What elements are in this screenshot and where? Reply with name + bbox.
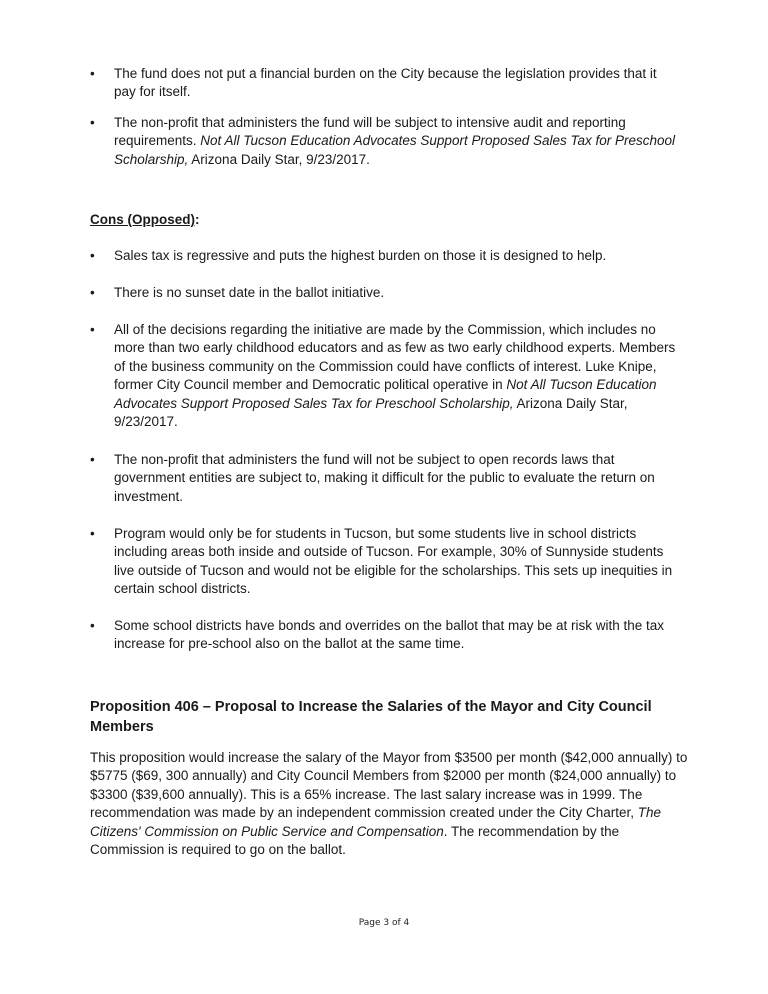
proposition-body-start: This proposition would increase the salary of the Mayor from $3500 per month ($42,000 annually) to $5775 ($69, 300 annually) and City Council Members from $2000 per month ($24,000 annually) to $3300 ($39,600 annually). This is a 65% increase. The last salary increase was in 1999. The recommendation was made by an independent commission created under the City Charter, bbox=[90, 750, 688, 821]
bullet-icon: • bbox=[90, 526, 95, 541]
cons-item-text: Program would only be for students in Tucson, but some students live in school districts including areas both inside and outside of Tucson. For example, 30% of Sunnyside students live outside of Tucson and would not be eligible for the scholarships. This sets up inequities in certain school districts. bbox=[114, 526, 673, 597]
cons-heading bbox=[90, 211, 200, 229]
proposition-heading: Proposition 406 – Proposal to Increase the Salaries of the Mayor and City Council Members bbox=[90, 699, 652, 735]
bullet-icon: • bbox=[90, 322, 95, 337]
bullet-icon: • bbox=[90, 248, 95, 263]
bullet-icon: • bbox=[90, 115, 95, 130]
cons-item-text: Sales tax is regressive and puts the highest burden on those it is designed to help. bbox=[114, 248, 607, 263]
cons-item-text: Some school districts have bonds and overrides on the ballot that may be at risk with the tax increase for pre-school also on the ballot at the same time. bbox=[114, 618, 665, 652]
cons-item-text bbox=[114, 321, 682, 431]
cons-heading-suffix: : bbox=[195, 212, 200, 227]
pros-item-text: The fund does not put a financial burden on the City because the legislation provides that it pay for itself. bbox=[114, 66, 657, 100]
cons-item-body: All of the decisions regarding the initiative are made by the Commission, which includes no more than two early childhood educators and as few as two early childhood experts. Members of the business community on the Commission could have conflicts of interest. Luke Knipe, former City Council member and Democratic political operative in bbox=[114, 322, 676, 393]
commission-name: The Citizens' Commission on Public Service and Compensation bbox=[90, 805, 662, 839]
bullet-icon: • bbox=[90, 285, 95, 300]
pros-item-body: The non-profit that administers the fund will be subject to intensive audit and reporting requirements. bbox=[114, 115, 626, 149]
bullet-icon: • bbox=[90, 618, 95, 633]
cons-item-text: The non-profit that administers the fund will not be subject to open records laws that government entities are subject to, making it difficult for the public to evaluate the return on investment. bbox=[114, 452, 655, 504]
citation-title: Not All Tucson Education Advocates Support Proposed Sales Tax for Preschool Scholarship, bbox=[114, 377, 657, 411]
bullet-icon: • bbox=[90, 452, 95, 467]
page-number: Page 3 of 4 bbox=[358, 918, 410, 928]
pros-item-text bbox=[114, 114, 682, 169]
citation-source: Arizona Daily Star, 9/23/2017. bbox=[188, 151, 370, 167]
citation-source: Arizona Daily Star, 9/23/2017. bbox=[114, 395, 628, 430]
citation-title: Not All Tucson Education Advocates Support Proposed Sales Tax for Preschool Scholarship, bbox=[114, 133, 676, 167]
proposition-body-end: . The recommendation by the Commission is required to go on the ballot. bbox=[90, 823, 620, 858]
bullet-icon: • bbox=[90, 66, 95, 81]
cons-heading-label: Cons (Opposed) bbox=[90, 212, 195, 227]
proposition-body bbox=[90, 749, 690, 859]
cons-item-text: There is no sunset date in the ballot initiative. bbox=[114, 285, 385, 300]
